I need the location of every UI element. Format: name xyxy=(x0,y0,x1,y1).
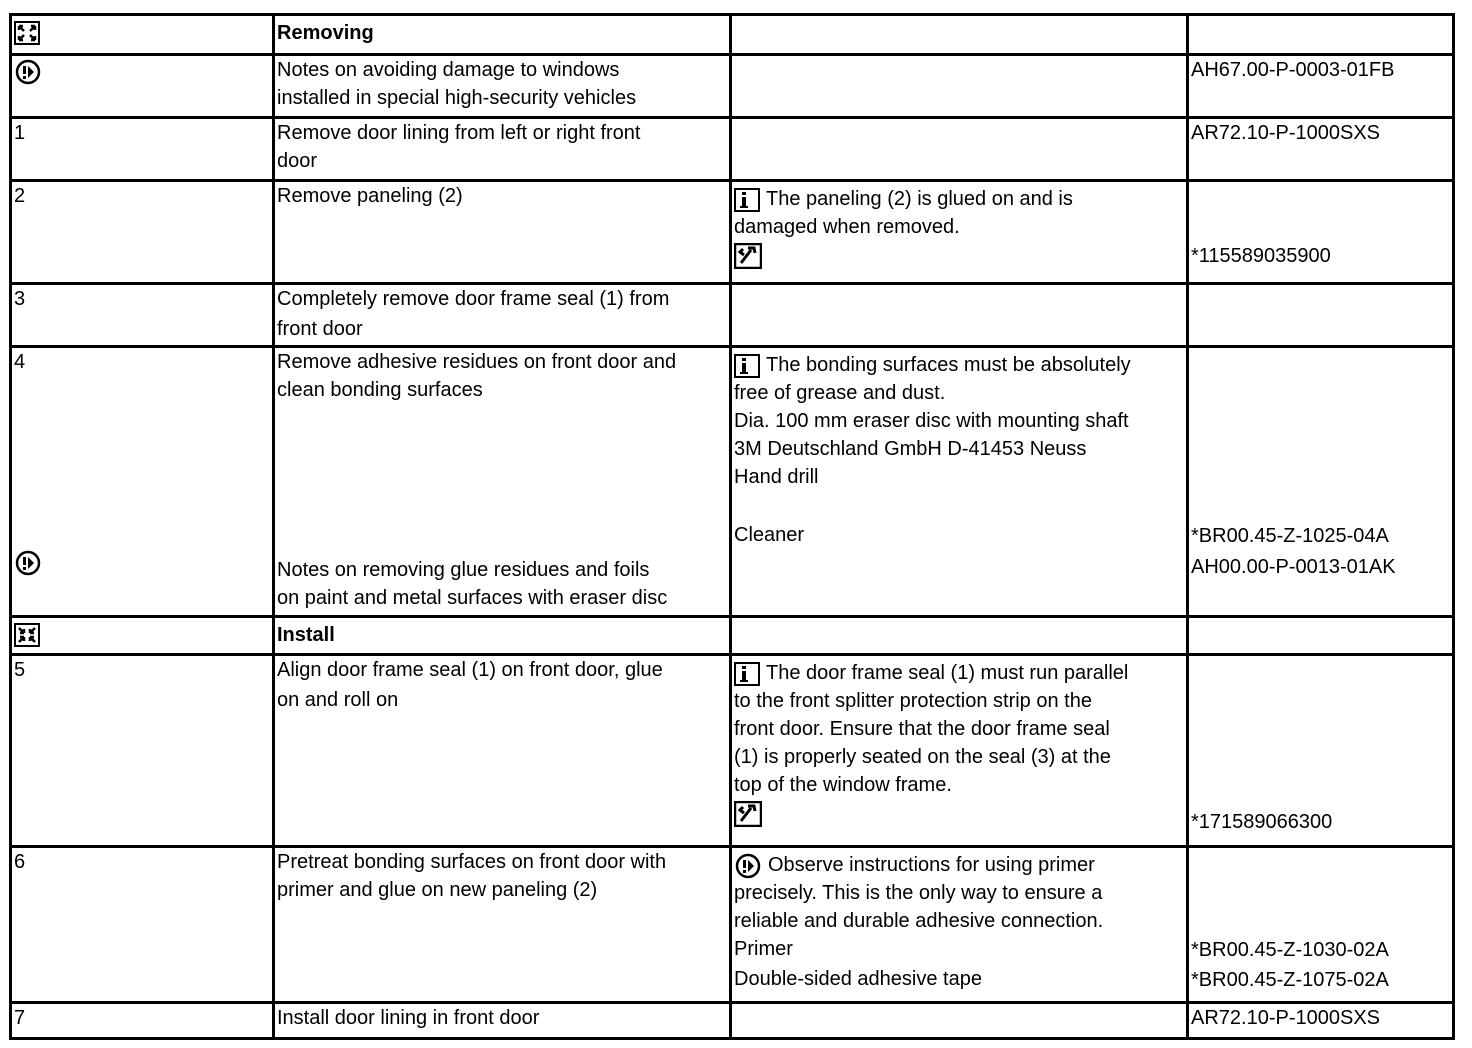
notice-icon xyxy=(14,550,42,576)
step-number: 4 xyxy=(14,351,26,373)
notes-cell xyxy=(731,655,1188,847)
desc-line: Remove paneling (2) xyxy=(277,185,463,207)
table-row xyxy=(11,284,1454,347)
table-row xyxy=(11,347,1454,617)
step-number: 7 xyxy=(11,1003,274,1039)
reference-link[interactable]: *BR00.45-Z-1075-02A xyxy=(1191,969,1389,991)
empty-cell xyxy=(731,284,1188,347)
step-number: 2 xyxy=(11,181,274,284)
reference-cell xyxy=(1188,181,1454,284)
remove-install-icon xyxy=(14,623,40,647)
step-number: 1 xyxy=(11,118,274,181)
step-description xyxy=(274,284,731,347)
info-text: free of grease and dust. xyxy=(734,382,946,404)
reference-cell xyxy=(1188,118,1454,181)
info-text: damaged when removed. xyxy=(734,216,960,238)
empty-cell xyxy=(731,617,1188,655)
reference-link[interactable]: *BR00.45-Z-1030-02A xyxy=(1191,939,1389,961)
desc-line: Completely remove door frame seal (1) from xyxy=(277,288,670,310)
reference-link[interactable]: *171589066300 xyxy=(1191,811,1333,833)
tool-icon[interactable] xyxy=(734,243,762,269)
info-icon xyxy=(734,188,760,212)
info-text: The bonding surfaces must be absolutely xyxy=(766,354,1131,376)
table-row xyxy=(11,118,1454,181)
tool-icon[interactable] xyxy=(734,801,762,827)
info-icon xyxy=(734,662,760,686)
table-row xyxy=(11,617,1454,655)
notice-text: reliable and durable adhesive connection. xyxy=(734,910,1104,932)
note-text: Hand drill xyxy=(734,466,819,488)
desc-line: Pretreat bonding surfaces on front door with xyxy=(277,851,667,873)
step-description xyxy=(274,655,731,847)
reference-cell xyxy=(1188,55,1454,118)
info-icon xyxy=(734,354,760,378)
desc-line: Notes on removing glue residues and foils xyxy=(277,559,650,581)
step-description xyxy=(274,1003,731,1039)
reference-link[interactable]: AR72.10-P-1000SXS xyxy=(1191,1007,1381,1029)
empty-cell xyxy=(1188,617,1454,655)
table-row xyxy=(11,1003,1454,1039)
desc-line: primer and glue on new paneling (2) xyxy=(277,879,598,901)
desc-line: door xyxy=(277,150,318,172)
procedure-table xyxy=(9,13,1455,1040)
item-name: Cleaner xyxy=(734,524,805,546)
reference-cell xyxy=(1188,347,1454,617)
note-text: Dia. 100 mm eraser disc with mounting shaft xyxy=(734,410,1129,432)
section-icon-cell xyxy=(11,15,274,55)
section-title-cell xyxy=(274,617,731,655)
notice-icon xyxy=(734,853,762,879)
step-number-cell xyxy=(11,347,274,617)
reference-link[interactable]: *BR00.45-Z-1025-04A xyxy=(1191,525,1389,547)
info-text: to the front splitter protection strip on the xyxy=(734,690,1092,712)
desc-line: on and roll on xyxy=(277,689,399,711)
item-name: Double-sided adhesive tape xyxy=(734,968,982,990)
step-number: 3 xyxy=(11,284,274,347)
table-row xyxy=(11,181,1454,284)
info-text: (1) is properly seated on the seal (3) at the xyxy=(734,746,1111,768)
note-text: 3M Deutschland GmbH D-41453 Neuss xyxy=(734,438,1087,460)
info-text: The door frame seal (1) must run parallel xyxy=(766,662,1129,684)
info-line xyxy=(734,185,1182,213)
desc-line: Remove adhesive residues on front door and xyxy=(277,351,677,373)
desc-line: installed in special high-security vehicles xyxy=(277,87,637,109)
info-line xyxy=(734,659,1182,687)
notes-cell xyxy=(731,181,1188,284)
notice-icon xyxy=(14,59,42,85)
empty-cell xyxy=(731,55,1188,118)
info-text: top of the window frame. xyxy=(734,774,952,796)
step-description xyxy=(274,347,731,617)
reference-link[interactable]: *115589035900 xyxy=(1191,245,1331,267)
step-number: 5 xyxy=(11,655,274,847)
step-description xyxy=(274,118,731,181)
table-row xyxy=(11,655,1454,847)
desc-line: Notes on avoiding damage to windows xyxy=(277,59,620,81)
section-title: Install xyxy=(277,624,335,646)
remove-install-icon xyxy=(14,21,40,45)
reference-cell xyxy=(1188,655,1454,847)
notes-cell xyxy=(731,847,1188,1003)
desc-line: Align door frame seal (1) on front door, glue xyxy=(277,659,663,681)
reference-link[interactable]: AH67.00-P-0003-01FB xyxy=(1191,59,1395,81)
info-text: front door. Ensure that the door frame seal xyxy=(734,718,1110,740)
empty-cell xyxy=(731,15,1188,55)
desc-line: Install door lining in front door xyxy=(277,1007,540,1029)
item-name: Primer xyxy=(734,938,793,960)
step-number: 6 xyxy=(11,847,274,1003)
empty-cell xyxy=(731,1003,1188,1039)
info-line xyxy=(734,351,1182,379)
empty-cell xyxy=(731,118,1188,181)
section-title-cell xyxy=(274,15,731,55)
section-icon-cell xyxy=(11,617,274,655)
notice-icon-cell xyxy=(11,55,274,118)
step-description xyxy=(274,55,731,118)
step-description xyxy=(274,847,731,1003)
table-row xyxy=(11,55,1454,118)
section-title: Removing xyxy=(277,22,374,44)
step-description xyxy=(274,181,731,284)
notice-text: precisely. This is the only way to ensure a xyxy=(734,882,1103,904)
table-row xyxy=(11,847,1454,1003)
empty-cell xyxy=(1188,284,1454,347)
table-row xyxy=(11,15,1454,55)
reference-cell xyxy=(1188,1003,1454,1039)
desc-line: clean bonding surfaces xyxy=(277,379,483,401)
info-text: The paneling (2) is glued on and is xyxy=(766,188,1073,210)
desc-line: on paint and metal surfaces with eraser disc xyxy=(277,587,668,609)
empty-cell xyxy=(1188,15,1454,55)
reference-link[interactable]: AH00.00-P-0013-01AK xyxy=(1191,556,1396,578)
reference-link[interactable]: AR72.10-P-1000SXS xyxy=(1191,122,1381,144)
desc-line: front door xyxy=(277,318,363,340)
notes-cell xyxy=(731,347,1188,617)
reference-cell xyxy=(1188,847,1454,1003)
notice-text: Observe instructions for using primer xyxy=(768,854,1095,876)
notice-line xyxy=(734,851,1182,879)
desc-line: Remove door lining from left or right front xyxy=(277,122,641,144)
